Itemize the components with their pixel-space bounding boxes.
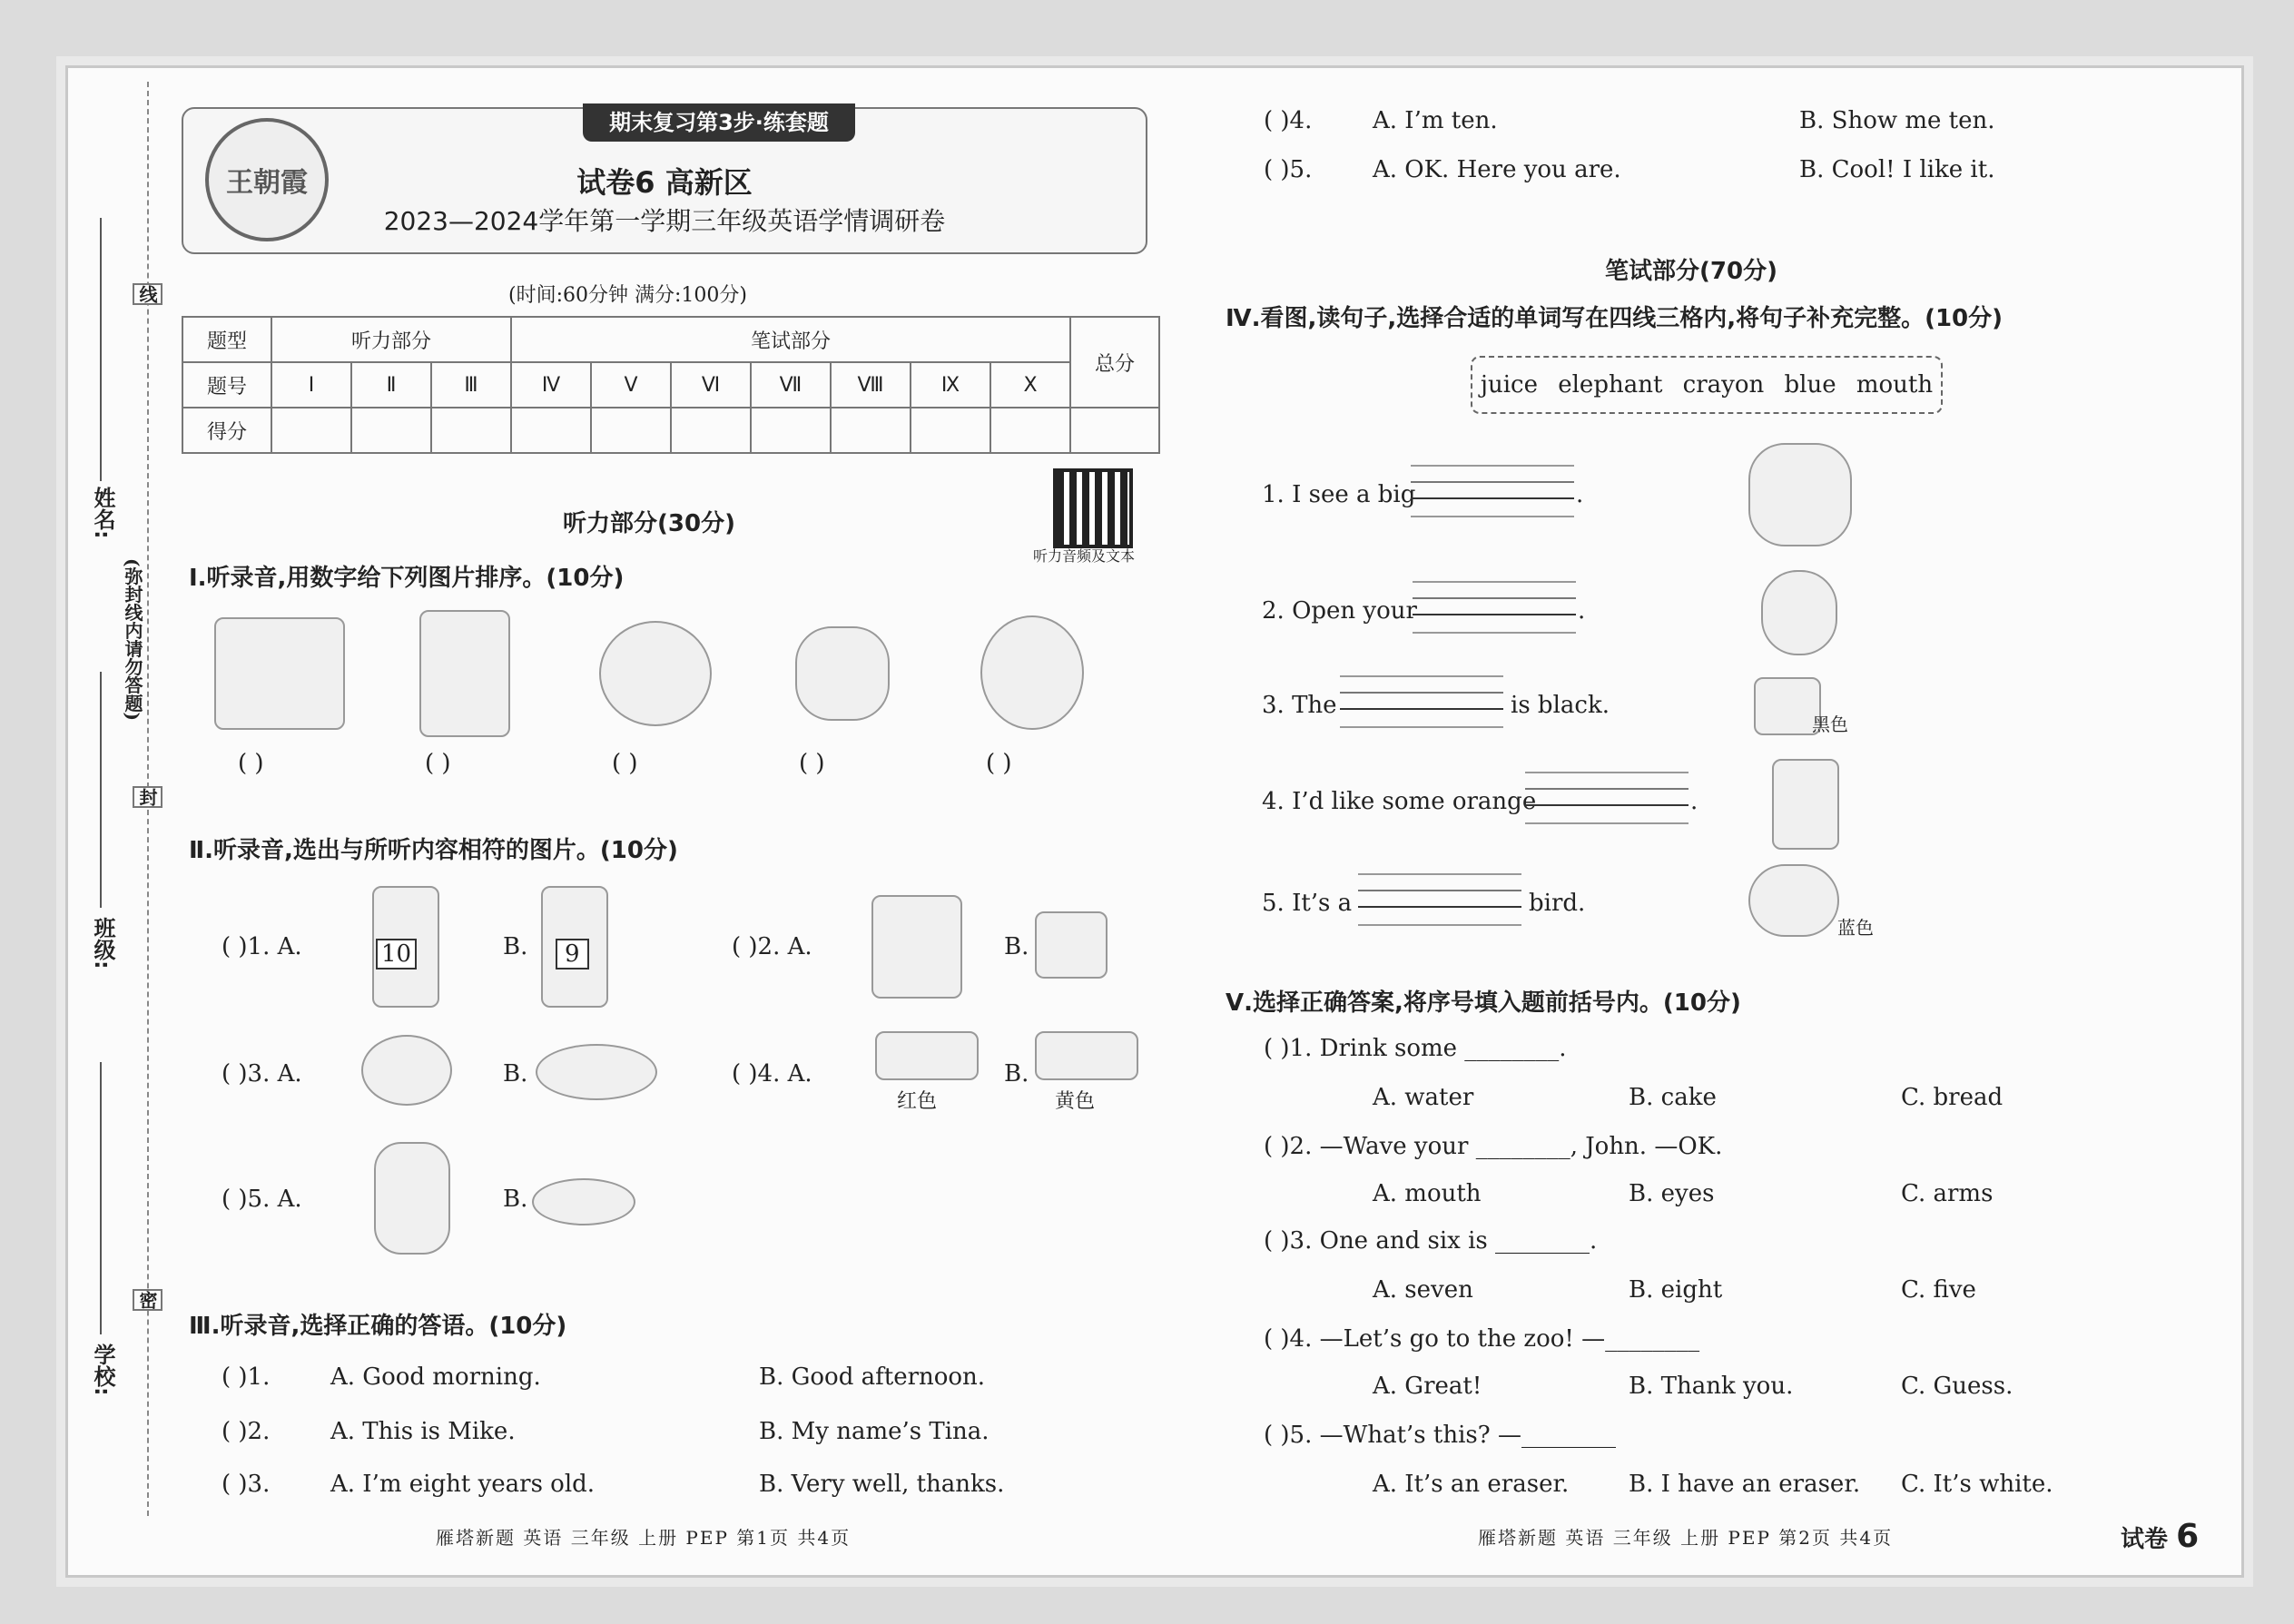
yellow-paint-picture [1035,1031,1138,1080]
book-picture [419,610,510,737]
s5-q3[interactable]: ( )3. One and six is ________. [1264,1227,1598,1255]
th-q: Ⅰ [271,362,351,408]
th-total: 总分 [1070,317,1159,408]
exam-title: 试卷6 高新区 [576,165,753,200]
s5-q5-a: A. It’s an eraser. [1373,1471,1570,1498]
s4-q4-writing-lines[interactable] [1525,772,1689,824]
score-cell[interactable] [431,408,511,453]
number-ten: 10 [376,939,417,969]
s5-q5-b: B. I have an eraser. [1629,1471,1861,1498]
fish-picture [536,1044,657,1100]
crayon-picture [1754,677,1821,735]
red-paint-picture [875,1031,979,1080]
class-blank [100,672,102,908]
blue-label: 蓝色 [1837,917,1874,939]
s1-paren[interactable]: ( ) [425,750,451,777]
title-box [182,107,1147,254]
s3-title: Ⅲ.听录音,选择正确的答语。(10分) [189,1313,567,1340]
s5-q1-a: A. water [1373,1084,1474,1111]
s5-q2-b: B. eyes [1629,1180,1715,1207]
s5-q3-a: A. seven [1373,1276,1473,1304]
s5-q1[interactable]: ( )1. Drink some ________. [1264,1035,1567,1062]
pencil-box-picture [1035,911,1108,979]
th-q: Ⅷ [831,362,911,408]
th-q: Ⅶ [751,362,831,408]
s5-q4-a: A. Great! [1373,1373,1482,1400]
s5-q4-c: C. Guess. [1901,1373,2013,1400]
s2-title: Ⅱ.听录音,选出与所听内容相符的图片。(10分) [189,837,678,864]
score-cell[interactable] [911,408,990,453]
brand-badge-text: 王朝霞 [226,167,308,199]
black-label: 黑色 [1812,714,1848,735]
s5-q2-c: C. arms [1901,1180,1994,1207]
s2-q2-b: B. [1004,933,1029,960]
s3-q2[interactable]: ( )2. [222,1418,271,1445]
qr-code-icon[interactable] [1053,468,1133,548]
s1-paren[interactable]: ( ) [799,750,825,777]
exam-subtitle: 2023—2024学年第一学期三年级英语学情调研卷 [383,206,946,236]
listening-title: 听力部分(30分) [563,510,735,537]
s3-q3-b: B. Very well, thanks. [759,1471,1005,1498]
bird-picture [1748,864,1839,937]
s5-q1-b: B. cake [1629,1084,1717,1111]
schoolbag-picture [871,895,962,999]
number-nine: 9 [556,939,589,969]
school-blank [100,1062,102,1334]
s4-q4-pre: 4. I’d like some orange [1262,788,1537,815]
s2-q4[interactable]: ( )4. A. [732,1060,812,1088]
score-cell[interactable] [990,408,1070,453]
review-tag: 期末复习第3步·练套题 [583,103,855,142]
th-q: Ⅴ [591,362,671,408]
th-type: 题型 [182,317,271,362]
s4-q5-writing-lines[interactable] [1358,873,1521,926]
s4-q2-post: . [1578,597,1586,625]
score-cell[interactable] [351,408,431,453]
th-written: 笔试部分 [511,317,1070,362]
s3-q1-b: B. Good afternoon. [759,1363,986,1391]
s3-q2-b: B. My name’s Tina. [759,1418,989,1445]
juice-picture [1772,759,1839,850]
s5-q2-a: A. mouth [1373,1180,1482,1207]
s3-q4-b: B. Show me ten. [1799,107,1995,134]
written-title: 笔试部分(70分) [1605,258,1777,285]
s1-title: Ⅰ.听录音,用数字给下列图片排序。(10分) [189,565,625,592]
s3-q2-a: A. This is Mike. [330,1418,516,1445]
face-picture [1761,570,1837,655]
paper-label [2121,1518,2199,1555]
name-blank [100,218,102,481]
score-cell[interactable] [671,408,751,453]
th-number: 题号 [182,362,271,408]
s4-title: Ⅳ.看图,读句子,选择合适的单词写在四线三格内,将句子补充完整。(10分) [1226,305,2004,332]
qr-caption: 听力音频及文本 [1033,547,1136,565]
s2-q5-b: B. [503,1186,528,1213]
s3-q5-a: A. OK. Here you are. [1373,156,1621,183]
s2-q4-b: B. [1004,1060,1029,1088]
th-q: Ⅵ [671,362,751,408]
pig-picture [599,621,712,726]
mouth-picture [532,1178,635,1225]
score-cell[interactable] [831,408,911,453]
th-listening: 听力部分 [271,317,511,362]
boy-picture [980,615,1084,730]
name-label: 姓名: [90,487,115,539]
s3-q5[interactable]: ( )5. [1264,156,1313,183]
hand-picture [374,1142,450,1255]
s3-q1-a: A. Good morning. [330,1363,541,1391]
s5-q4-b: B. Thank you. [1629,1373,1794,1400]
footer-left: 雁塔新题 英语 三年级 上册 PEP 第1页 共4页 [436,1527,852,1549]
s2-q1[interactable]: ( )1. A. [222,933,302,960]
th-q: Ⅹ [990,362,1070,408]
s3-q1[interactable]: ( )1. [222,1363,271,1391]
th-q: Ⅱ [351,362,431,408]
s5-q4[interactable]: ( )4. —Let’s go to the zoo! —________ [1264,1325,1700,1353]
girl-broccoli-picture [214,617,345,730]
s5-title: Ⅴ.选择正确答案,将序号填入题前括号内。(10分) [1226,989,1741,1017]
s3-q4-a: A. I’m ten. [1373,107,1498,134]
s1-paren[interactable]: ( ) [612,750,638,777]
th-q: Ⅲ [431,362,511,408]
s4-q3-post: is black. [1511,692,1610,719]
line-mark: 线 [133,283,162,305]
th-score: 得分 [182,408,271,453]
score-cell[interactable] [511,408,591,453]
s4-q5-post: bird. [1529,890,1586,917]
s2-q1-b: B. [503,933,528,960]
time-info: (时间:60分钟 满分:100分) [508,284,747,307]
s2-q2[interactable]: ( )2. A. [732,933,812,960]
score-table [182,316,1160,454]
paper-label-text: 试卷 [2121,1526,2169,1553]
bread-picture [795,626,890,721]
footer-right: 雁塔新题 英语 三年级 上册 PEP 第2页 共4页 [1478,1527,1894,1549]
score-cell[interactable] [591,408,671,453]
s2-q3-b: B. [503,1060,528,1088]
s4-q1-writing-lines[interactable] [1411,465,1574,517]
s5-q2[interactable]: ( )2. —Wave your ________, John. —OK. [1264,1133,1723,1160]
seal-note: (弥封线内请勿答题) [120,558,146,721]
s3-q4[interactable]: ( )4. [1264,107,1313,134]
th-q: Ⅳ [511,362,591,408]
s5-q5[interactable]: ( )5. —What’s this? —________ [1264,1422,1616,1449]
s5-q5-c: C. It’s white. [1901,1471,2053,1498]
s4-q3-writing-lines[interactable] [1340,675,1503,728]
s4-q5-pre: 5. It’s a [1262,890,1353,917]
s4-q4-post: . [1690,788,1698,815]
seal-mark: 封 [133,786,162,808]
score-cell[interactable] [1070,408,1159,453]
class-label: 班级: [90,917,115,969]
s5-q1-c: C. bread [1901,1084,2004,1111]
s4-q2-writing-lines[interactable] [1413,581,1576,634]
th-q: Ⅸ [911,362,990,408]
s3-q5-b: B. Cool! I like it. [1799,156,1995,183]
s1-paren[interactable]: ( ) [986,750,1012,777]
s4-q3-pre: 3. The [1262,692,1337,719]
s4-q2-pre: 2. Open your [1262,597,1417,625]
score-cell[interactable] [751,408,831,453]
s5-q3-b: B. eight [1629,1276,1723,1304]
seal-mark-2: 密 [133,1289,162,1311]
s1-paren[interactable]: ( ) [238,750,264,777]
pizza-picture [361,1035,452,1106]
s3-q3[interactable]: ( )3. [222,1471,271,1498]
s3-q3-a: A. I’m eight years old. [330,1471,596,1498]
s5-q3-c: C. five [1901,1276,1976,1304]
s2-q3[interactable]: ( )3. A. [222,1060,302,1088]
s4-q1-pre: 1. I see a big [1262,481,1416,508]
word-bank: juice elephant crayon blue mouth [1471,356,1943,414]
elephant-picture [1748,443,1852,546]
yellow-label: 黄色 [1055,1090,1096,1113]
red-label: 红色 [897,1090,938,1113]
exam-sheet [56,56,2253,1587]
school-label: 学校: [90,1343,115,1396]
paper-number: 6 [2176,1518,2200,1555]
score-cell[interactable] [271,408,351,453]
s2-q5[interactable]: ( )5. A. [222,1186,302,1213]
s4-q1-post: . [1576,481,1584,508]
